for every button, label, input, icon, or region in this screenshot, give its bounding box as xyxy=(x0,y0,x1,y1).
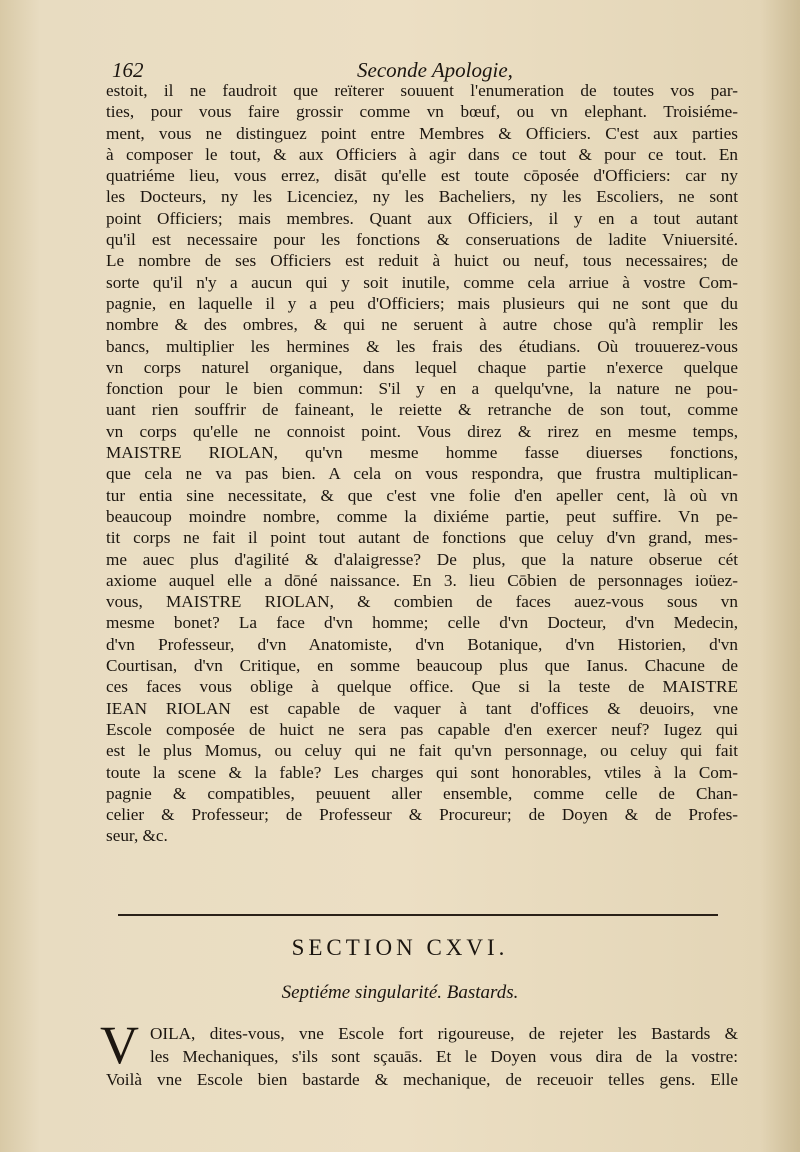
text-line: mesme bonet? La face d'vn homme; celle d'vn Docteur, d'vn Medecin, xyxy=(106,613,738,633)
drop-cap: V xyxy=(100,1015,139,1075)
text-line: ment, vous ne distinguez point entre Membres & Officiers. C'est aux parties xyxy=(106,123,738,143)
text-line: me auec plus d'agilité & d'alaigresse? De plus, que la nature obserue cét xyxy=(106,549,738,569)
text-line: pagnie & compatibles, peuuent aller ensemble, comme celle de Chan- xyxy=(106,783,738,803)
text-line: Le nombre de ses Officiers est reduit à huict ou neuf, tous necessaires; de xyxy=(106,251,738,271)
text-line: ties, pour vous faire grossir comme vn bœuf, ou vn elephant. Troisiéme- xyxy=(106,102,738,122)
text-line: celier & Professeur; de Professeur & Procureur; de Doyen & de Profes- xyxy=(106,805,738,825)
text-line: bancs, multiplier les hermines & les frais des étudians. Où trouuerez-vous xyxy=(106,336,738,356)
text-line: vn corps naturel organique, dans lequel chaque partie n'exerce quelque xyxy=(106,357,738,377)
text-line: uant rien souffrir de faineant, le reiette & retranche de son tout, comme xyxy=(106,400,738,420)
text-line: tur entia sine necessitate, & que c'est vne folie d'en apeller cent, là où vn xyxy=(106,485,738,505)
text-line: d'vn Professeur, d'vn Anatomiste, d'vn Botanique, d'vn Historien, d'vn xyxy=(106,634,738,654)
text-line: IEAN RIOLAN est capable de vaquer à tant d'offices & deuoirs, vne xyxy=(106,698,738,718)
text-line: à composer le tout, & aux Officiers à agir dans ce tout & pour ce tout. En xyxy=(106,144,738,164)
page-header xyxy=(112,58,712,82)
running-head: Seconde Apologie, xyxy=(357,58,513,82)
text-line: MAISTRE RIOLAN, qu'vn mesme homme fasse diuerses fonctions, xyxy=(106,443,738,463)
text-line: toute la scene & la fable? Les charges qui sont honorables, vtiles à la Com- xyxy=(106,762,738,782)
text-line: axiome auquel elle a dōné naissance. En 3. lieu Cōbien de personnages ioüez- xyxy=(106,570,738,590)
text-line: les Mechaniques, s'ils sont sçauās. Et le Doyen vous dira de la vostre: xyxy=(150,1047,738,1066)
section-subtitle: Septiéme singularité. Bastards. xyxy=(281,982,519,1003)
page-number: 162 xyxy=(112,58,144,82)
text-line: que cela ne va pas bien. A cela on vous respondra, que frustra multiplican- xyxy=(106,464,738,484)
text-line: Escole composée de huict ne sera pas capable d'en exercer neuf? Iugez qui xyxy=(106,719,738,739)
text-line: vous, MAISTRE RIOLAN, & combien de faces auez-vous sous vn xyxy=(106,592,738,612)
text-line: sorte qu'il n'y a aucun qui y soit inutile, comme cela arriue à vostre Com- xyxy=(106,272,738,292)
text-line: OILA, dites-vous, vne Escole fort rigoureuse, de rejeter les Bastards & xyxy=(150,1024,738,1043)
text-line: vn corps qu'elle ne connoist point. Vous direz & rirez en mesme temps, xyxy=(106,421,738,441)
text-line: point Officiers; mais membres. Quant aux Officiers, il y en a tout autant xyxy=(106,208,738,228)
text-line: tit corps ne fait il point tout autant de fonctions que celuy d'vn grand, mes- xyxy=(106,528,738,548)
text-line: est le plus Momus, ou celuy qui ne fait qu'vn personnage, ou celuy qui fait xyxy=(106,741,738,761)
text-line: qu'il est necessaire pour les fonctions & conseruations de ladite Vniuersité. xyxy=(106,230,738,250)
text-line: Voilà vne Escole bien bastarde & mechanique, de receuoir telles gens. Elle xyxy=(106,1070,738,1089)
text-line: fonction pour le bien commun: S'il y en a quelqu'vne, la nature ne pou- xyxy=(106,379,738,399)
text-line: estoit, il ne faudroit que reïterer souuent l'enumeration de toutes vos par- xyxy=(106,81,738,100)
text-line: quatriéme lieu, vous errez, disāt qu'elle est toute cōposée d'Officiers: car ny xyxy=(106,166,738,186)
text-line: ces faces vous oblige à quelque office. Que si la teste de MAISTRE xyxy=(106,677,738,697)
body-paragraph xyxy=(106,80,738,847)
text-line: beaucoup moindre nombre, comme la dixiéme partie, peut suffire. Vn pe- xyxy=(106,506,738,526)
text-line: Courtisan, d'vn Critique, en somme beaucoup plus que Ianus. Chacune de xyxy=(106,656,738,676)
section-paragraph xyxy=(106,1022,738,1091)
text-line: les Docteurs, ny les Licenciez, ny les Bacheliers, ny les Escoliers, ne sont xyxy=(106,187,738,207)
text-line: pagnie, en laquelle il y a peu d'Officiers; mais plusieurs qui ne sont que du xyxy=(106,293,738,313)
text-line: nombre & des ombres, & qui ne seruent à autre chose qu'à remplir les xyxy=(106,315,738,335)
section-divider-rule xyxy=(118,914,718,916)
text-line: seur, &c. xyxy=(106,826,168,846)
section-title: SECTION CXVI. xyxy=(291,935,509,960)
